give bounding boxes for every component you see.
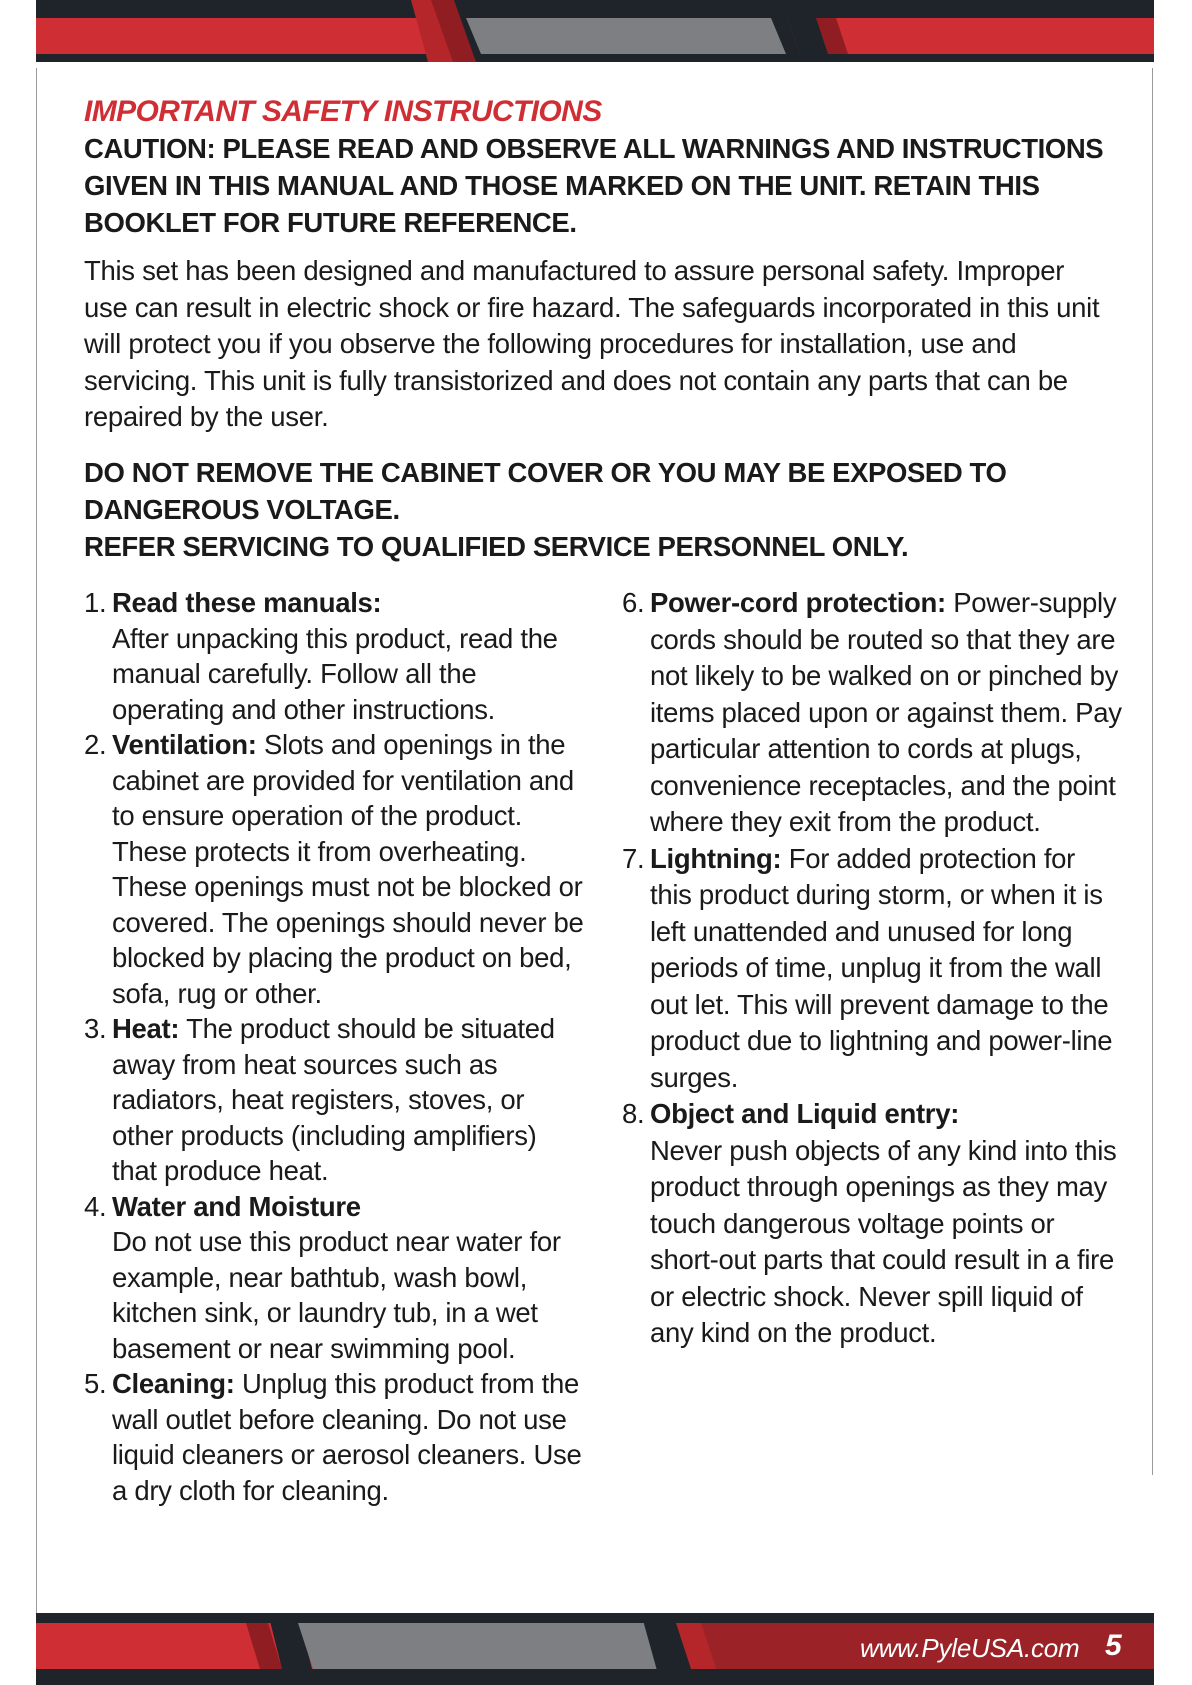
item-body: Slots and openings in the cabinet are provided for ventilation and to ensure operation of the product. These protects it from overheating. These openings must not be blocked or covered. The openings should never be blocked by placing the product on bed, sofa, rug or other. [112, 729, 584, 1009]
item-number: 8. [622, 1098, 645, 1129]
page-title: IMPORTANT SAFETY INSTRUCTIONS [84, 95, 602, 128]
item-heading: Ventilation: [112, 729, 257, 760]
item-body: Unplug this product from the wall outlet before cleaning. Do not use liquid cleaners or aerosol cleaners. Use a dry cloth for cleaning. [112, 1368, 582, 1506]
page-edge-left [36, 60, 37, 1620]
list-item [84, 585, 584, 727]
list-item [622, 841, 1122, 1097]
item-body: Do not use this product near water for example, near bathtub, wash bowl, kitchen sink, or laundry tub, in a wet basement or near swimming pool. [112, 1226, 561, 1364]
list-item [84, 1189, 584, 1367]
item-number: 6. [622, 587, 645, 618]
intro-paragraph: This set has been designed and manufactured to assure personal safety. Improper use can result in electric shock or fire hazard. The safeguards incorporated in this unit will protect you if you observe the following procedures for installation, use and servicing. This unit is fully transistorized and does not contain any parts that can be repaired by the user. [84, 255, 1100, 432]
right-column [622, 585, 1122, 1352]
left-column [84, 585, 584, 1508]
item-heading: Object and Liquid entry: [650, 1098, 960, 1129]
header-band [36, 0, 1154, 68]
item-number: 1. [84, 587, 107, 618]
safety-content [84, 94, 1114, 565]
list-item [622, 1096, 1122, 1352]
item-heading: Water and Moisture [112, 1190, 361, 1222]
item-body: Never push objects of any kind into this product through openings as they may touch dangerous voltage points or short-out parts that could result in a fire or electric shock. Never spill liquid of any kind on the product. [650, 1134, 1117, 1348]
list-item [84, 727, 584, 1011]
list-item [84, 1011, 584, 1189]
item-heading: Power-cord protection: [650, 587, 946, 618]
item-heading: Lightning: [650, 842, 782, 874]
item-heading: Read these manuals: [112, 587, 382, 618]
page-edge-right [1152, 60, 1153, 1475]
item-body: The product should be situated away from heat sources such as radiators, heat registers, stoves, or other products (including amplifiers) that produce heat. [112, 1013, 555, 1186]
list-item [84, 1366, 584, 1508]
item-number: 3. [84, 1013, 107, 1044]
page-number: 5 [1105, 1629, 1122, 1662]
item-body: Power-supply cords should be routed so that they are not likely to be walked on or pinched by items placed upon or against them. Pay particular attention to cords at plugs, convenience receptacles, and the point where they exit from the product. [650, 587, 1122, 837]
item-body: After unpacking this product, read the manual carefully. Follow all the operating and other instructions. [112, 622, 558, 725]
item-number: 7. [622, 842, 645, 874]
servicing-warning: REFER SERVICING TO QUALIFIED SERVICE PERSONNEL ONLY. [84, 530, 909, 562]
item-number: 2. [84, 729, 107, 760]
cabinet-warning: DO NOT REMOVE THE CABINET COVER OR YOU MAY BE EXPOSED TO DANGEROUS VOLTAGE. [84, 456, 1007, 525]
item-number: 5. [84, 1368, 107, 1399]
item-heading: Heat: [112, 1013, 180, 1044]
list-item [622, 585, 1122, 841]
caution-notice: CAUTION: PLEASE READ AND OBSERVE ALL WARNINGS AND INSTRUCTIONS GIVEN IN THIS MANUAL AND THOSE MARKED ON THE UNIT. RETAIN THIS BOOKLET FOR FUTURE REFERENCE. [84, 133, 1104, 238]
item-heading: Cleaning: [112, 1368, 235, 1399]
item-body: For added protection for this product during storm, or when it is left unattended and unused for long periods of time, unplug it from the wall out let. This will prevent damage to the product due to lightning and power-line surges. [650, 842, 1113, 1093]
website-link[interactable]: www.PyleUSA.com [860, 1633, 1080, 1663]
item-number: 4. [84, 1190, 107, 1222]
